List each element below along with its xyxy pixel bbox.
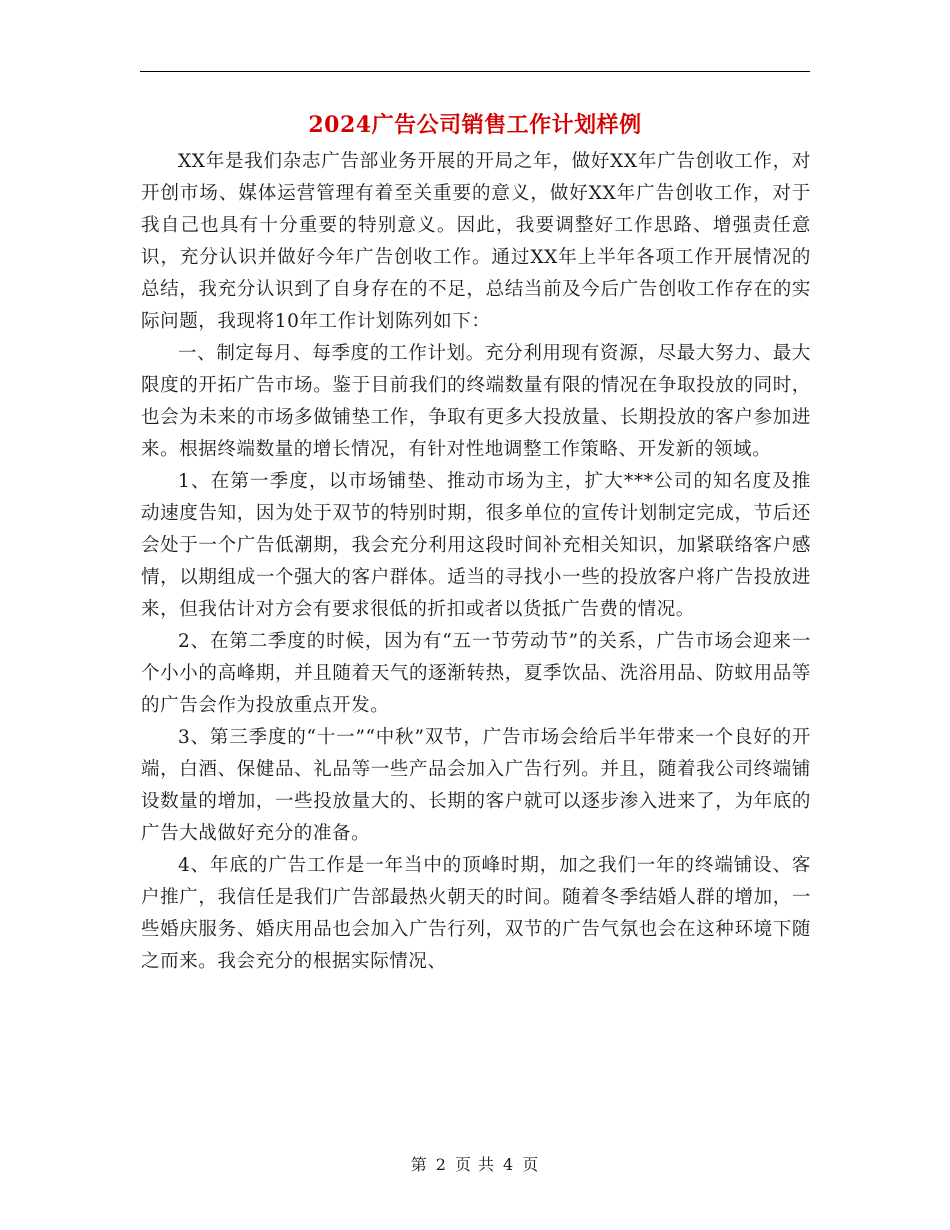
- footer-page-number: 2: [435, 1155, 447, 1174]
- paragraph-q2: 2、在第二季度的时候，因为有“五一节劳动节”的关系，广告市场会迎来一个小小的高峰期，并且随着天气的逐渐转热，夏季饮品、洗浴用品、防蚊用品等的广告会作为投放重点开发。: [141, 631, 811, 716]
- footer-total-pages: 4: [503, 1155, 515, 1174]
- document-body: [141, 146, 811, 978]
- footer-middle: 页 共: [454, 1155, 496, 1174]
- paragraph-q1: 1、在第一季度，以市场铺垫、推动市场为主，扩大***公司的知名度及推动速度告知，因为处于双节的特别时期，很多单位的宣传计划制定完成，节后还会处于一个广告低潮期，我会充分利用这段时间补充相关知识，加紧联络客户感情，以期组成一个强大的客户群体。适当的寻找小一些的投放客户将广告投放进来，但我估计对方会有要求很低的折扣或者以货抵广告费的情况。: [141, 471, 811, 620]
- document-title: 2024广告公司销售工作计划样例: [308, 112, 642, 138]
- footer-prefix: 第: [410, 1155, 428, 1174]
- paragraph-q3: 3、第三季度的“十一”“中秋”双节，广告市场会给后半年带来一个良好的开端，白酒、保健品、礼品等一些产品会加入广告行列。并且，随着我公司终端铺设数量的增加，一些投放量大的、长期的客户就可以逐步渗入进来了，为年底的广告大战做好充分的准备。: [141, 727, 811, 844]
- paragraph-section-1: 一、制定每月、每季度的工作计划。充分利用现有资源，尽最大努力、最大限度的开拓广告市场。鉴于目前我们的终端数量有限的情况在争取投放的同时，也会为未来的市场多做铺垫工作，争取有更多大投放量、长期投放的客户参加进来。根据终端数量的增长情况，有针对性地调整工作策略、开发新的领域。: [141, 343, 811, 460]
- page-footer: [0, 1153, 950, 1177]
- paragraph-q4: 4、年底的广告工作是一年当中的顶峰时期，加之我们一年的终端铺设、客户推广，我信任是我们广告部最热火朝天的时间。随着冬季结婚人群的增加，一些婚庆服务、婚庆用品也会加入广告行列，双节的广告气氛也会在这种环境下随之而来。我会充分的根据实际情况、: [141, 855, 811, 972]
- paragraph-intro: XX年是我们杂志广告部业务开展的开局之年，做好XX年广告创收工作，对开创市场、媒体运营管理有着至关重要的意义，做好XX年广告创收工作，对于我自己也具有十分重要的特别意义。因此，我要调整好工作思路、增强责任意识，充分认识并做好今年广告创收工作。通过XX年上半年各项工作开展情况的总结，我充分认识到了自身存在的不足，总结当前及今后广告创收工作存在的实际问题，我现将10年工作计划陈列如下：: [141, 151, 811, 332]
- footer-suffix: 页: [522, 1155, 540, 1174]
- header-rule: [140, 71, 810, 72]
